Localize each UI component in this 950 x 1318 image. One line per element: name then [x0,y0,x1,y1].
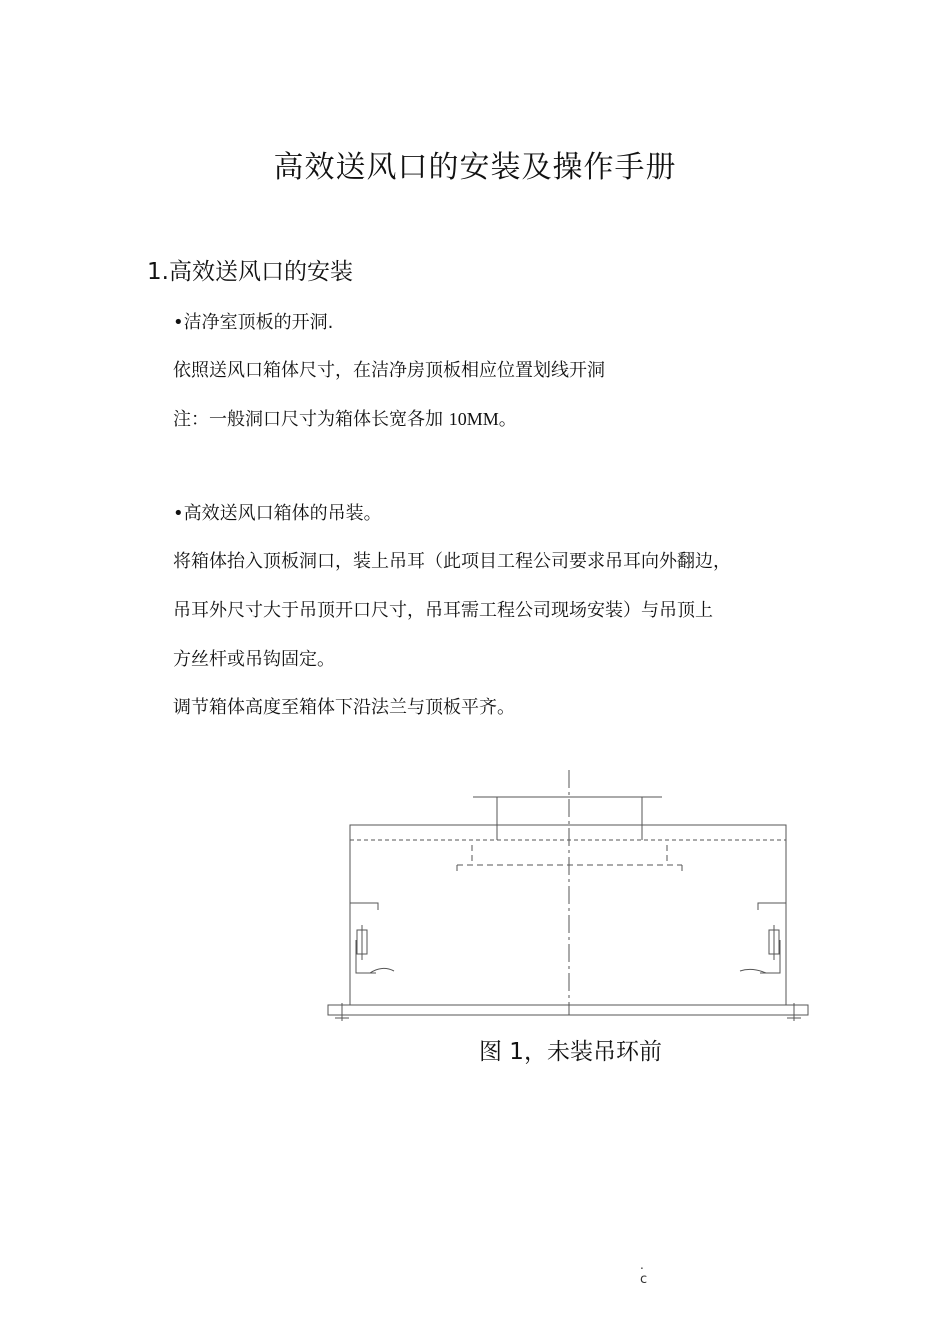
note-suffix: 。 [498,409,517,430]
paragraph-hoisting-line1: 将箱体抬入顶板洞口，装上吊耳（此项目工程公司要求吊耳向外翻边， [173,551,731,572]
paragraph-hoisting-line2: 吊耳外尺寸大于吊顶开口尺寸，吊耳需工程公司现场安装）与吊顶上 [173,600,713,621]
paragraph-note [173,405,517,431]
flange-bolts [335,1003,801,1021]
bullet-ceiling-opening: •洁净室顶板的开洞. [173,312,334,333]
footer-dot: . [640,1258,644,1272]
note-prefix: 注：一般洞口尺寸为箱体长宽各加 [173,409,449,430]
paragraph-height-adjust: 调节箱体高度至箱体下沿法兰与顶板平齐。 [173,697,515,718]
paragraph-hoisting-line3: 方丝杆或吊钩固定。 [173,649,335,670]
air-outlet-technical-drawing [320,765,820,1030]
note-value: 10MM [448,409,499,429]
left-bracket [350,903,394,973]
figure-caption: 图 1，未装吊环前 [479,1039,662,1065]
bullet-box-hoisting: •高效送风口箱体的吊装。 [173,503,382,524]
page-title: 高效送风口的安装及操作手册 [273,150,677,185]
right-bracket [740,903,786,973]
section-heading: 1.高效送风口的安装 [147,259,353,285]
paragraph-opening-instructions: 依照送风口箱体尺寸，在洁净房顶板相应位置划线开洞 [173,360,605,381]
bottom-flange [328,1005,808,1015]
footer-mark: c [640,1272,648,1287]
box-body [350,825,786,1005]
